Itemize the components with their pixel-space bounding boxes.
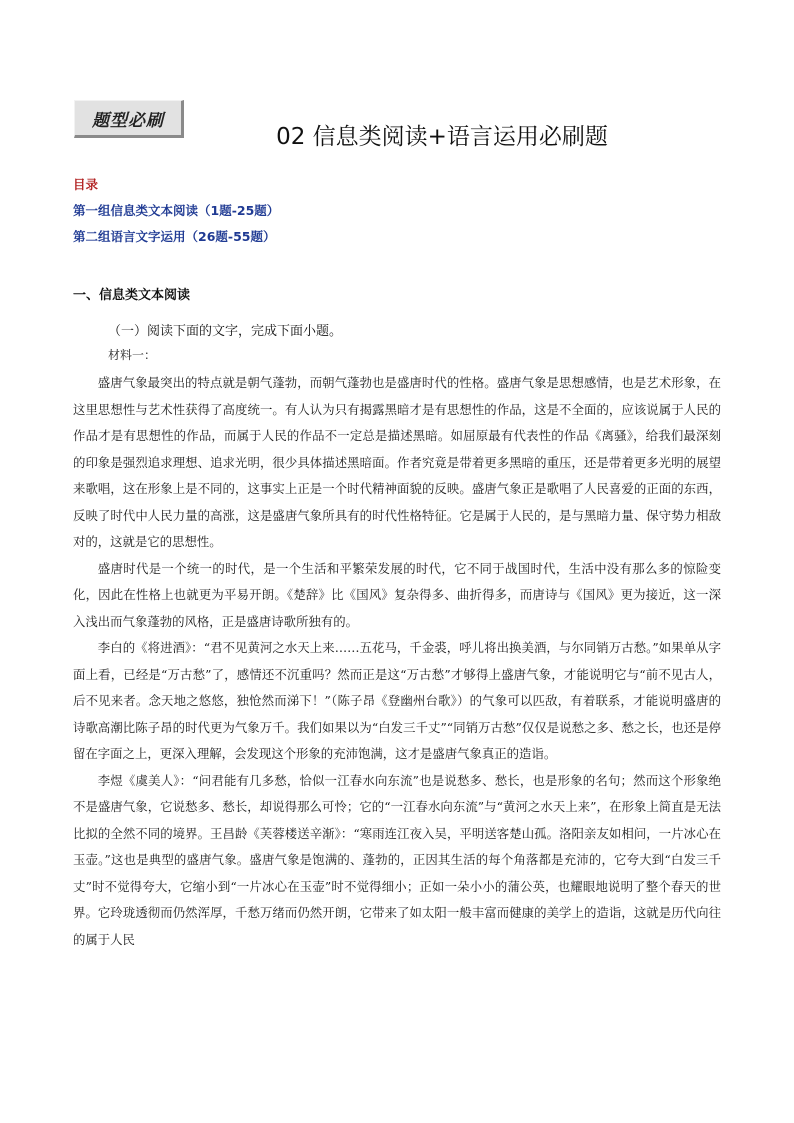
- material-label: 材料一：: [108, 348, 157, 362]
- passage-paragraph: 李煜《虞美人》：“问君能有几多愁，恰似一江春水向东流”也是说愁多、愁长，也是形象的名句；然而这个形象绝不是盛唐气象，它说愁多、愁长，却说得那么可怜；它的“一江春水向东流”与“黄河之水天上来”，在形象上简直是无法比拟的全然不同的境界。王昌龄《芙蓉楼送辛渐》：“寒雨连江夜入吴，平明送客楚山孤。洛阳亲友如相问，一片冰心在玉壶。”这也是典型的盛唐气象。盛唐气象是饱满的、蓬勃的，正因其生活的每个角落都是充沛的，它夸大到“白发三千丈”时不觉得夸大，它缩小到“一片冰心在玉壶”时不觉得细小；正如一朵小小的蒲公英，也耀眼地说明了整个春天的世界。它玲珑透彻而仍然浑厚，千愁万绪而仍然开朗，它带来了如太阳一般丰富而健康的美学上的造诣，这就是历代向往的属于人民: [73, 772, 721, 947]
- page-title: 02 信息类阅读+语言运用必刷题: [276, 124, 608, 150]
- passage-text: [73, 370, 721, 953]
- toc-item-group-one[interactable]: 第一组信息类文本阅读（1题-25题）: [73, 203, 280, 218]
- toc-heading: 目录: [73, 177, 99, 192]
- question-prompt: （一）阅读下面的文字，完成下面小题。: [108, 324, 343, 339]
- section-badge: 题型必刷: [74, 100, 184, 138]
- passage-paragraph: 李白的《将进酒》：“君不见黄河之水天上来……五花马，千金裘，呼儿将出换美酒，与尔同销万古愁。”如果单从字面上看，已经是“万古愁”了，感情还不沉重吗？然而正是这“万古愁”才够得上盛唐气象，才能说明它与“前不见古人，后不见来者。念天地之悠悠，独怆然而涕下！”（陈子昂《登幽州台歌》）的气象可以匹敌，有着联系，才能说明盛唐的诗歌高潮比陈子昂的时代更为气象万千。我们如果以为“白发三千丈”“同销万古愁”仅仅是说愁之多、愁之长，也还是停留在字面之上，更深入理解，会发现这个形象的充沛饱满，这才是盛唐气象真正的造诣。: [73, 640, 721, 761]
- section-heading: 一、信息类文本阅读: [73, 288, 191, 303]
- passage-paragraph: 盛唐气象最突出的特点就是朝气蓬勃，而朝气蓬勃也是盛唐时代的性格。盛唐气象是思想感情，也是艺术形象，在这里思想性与艺术性获得了高度统一。有人认为只有揭露黑暗才是有思想性的作品，这是不全面的，应该说属于人民的作品才是有思想性的作品，而属于人民的作品不一定总是描述黑暗。如屈原最有代表性的作品《离骚》，给我们最深刻的印象是强烈追求理想、追求光明，很少具体描述黑暗面。作者究竟是带着更多黑暗的重压，还是带着更多光明的展望来歌唱，这在形象上是不同的，这事实上正是一个时代精神面貌的反映。盛唐气象正是歌唱了人民喜爱的正面的东西，反映了时代中人民力量的高涨，这是盛唐气象所具有的时代性格特征。它是属于人民的，是与黑暗力量、保守势力相敌对的，这就是它的思想性。: [73, 375, 721, 549]
- table-of-contents: [73, 176, 279, 254]
- toc-item-group-two[interactable]: 第二组语言文字运用（26题-55题）: [73, 229, 276, 244]
- passage-paragraph: 盛唐时代是一个统一的时代，是一个生活和平繁荣发展的时代，它不同于战国时代，生活中没有那么多的惊险变化，因此在性格上也就更为平易开朗。《楚辞》比《国风》复杂得多、曲折得多，而唐诗与《国风》更为接近，这一深入浅出而气象蓬勃的风格，正是盛唐诗歌所独有的。: [73, 560, 721, 629]
